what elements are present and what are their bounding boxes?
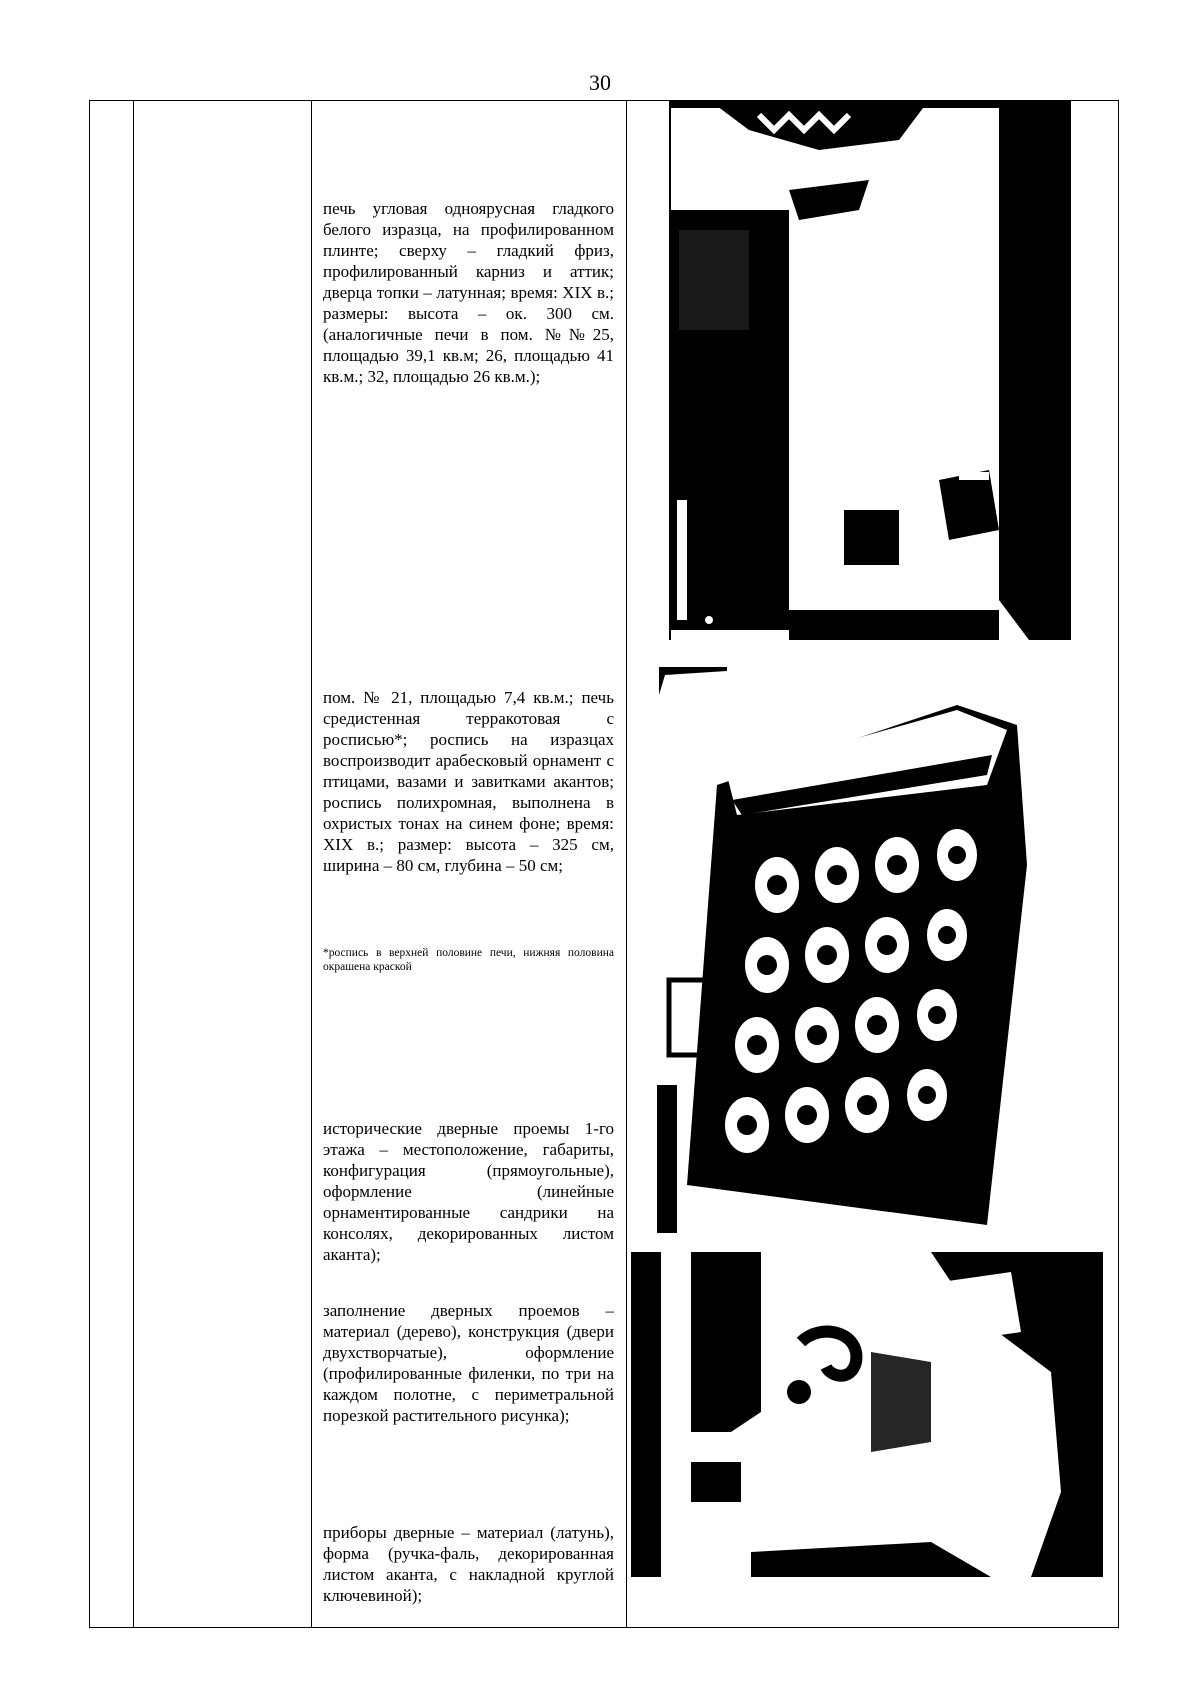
text-door-openings: исторические дверные проемы 1-го этажа – местоположение, габариты, конфигурация (прямоугольные), оформление (линейные орнаментированные сандрики на консолях, декорированных листом аканта);: [323, 1119, 614, 1264]
text-door-hardware: приборы дверные – материал (латунь), форма (ручка-фаль, декорированная листом аканта, с накладной круглой ключевиной);: [323, 1523, 614, 1605]
column-divider-3: [626, 101, 627, 1627]
page-number: 30: [589, 70, 611, 95]
column-divider-1: [133, 101, 134, 1627]
photo-corner-stove: [669, 100, 1071, 640]
text-stove-terracotta: пом. № 21, площадью 7,4 кв.м.; печь средистенная терракотовая с росписью*; роспись на изразцах воспроизводит арабесковый орнамент с птицами, вазами и завитками акантов; роспись полихромная, выполнена в охристых тонах на синем фоне; время: XIX в.; размер: высота – 325 см, ширина – 80 см, глубина – 50 см;: [323, 688, 614, 875]
text-stove-note: *роспись в верхней половине печи, нижняя половина окрашена краской: [323, 947, 614, 973]
text-stove-corner: печь угловая одноярусная гладкого белого изразца, на профилированном плинте; сверху – гладкий фриз, профилированный карниз и аттик; дверца топки – латунная; время: XIX в.; размеры: высота – ок. 300 см. (аналогичные печи в пом. №№25, площадью 39,1 кв.м; 26, площадью 41 кв.м.; 32, площадью 26 кв.м.);: [323, 199, 614, 386]
photo-door-hardware: [631, 1252, 1103, 1577]
photo-terracotta-stove: [657, 665, 1069, 1233]
column-divider-2: [311, 101, 312, 1627]
text-door-filling: заполнение дверных проемов – материал (дерево), конструкция (двери двухстворчатые), оформление (профилированные филенки, по три на каждом полотне, с периметральной порезкой растительного рисунка);: [323, 1301, 614, 1425]
